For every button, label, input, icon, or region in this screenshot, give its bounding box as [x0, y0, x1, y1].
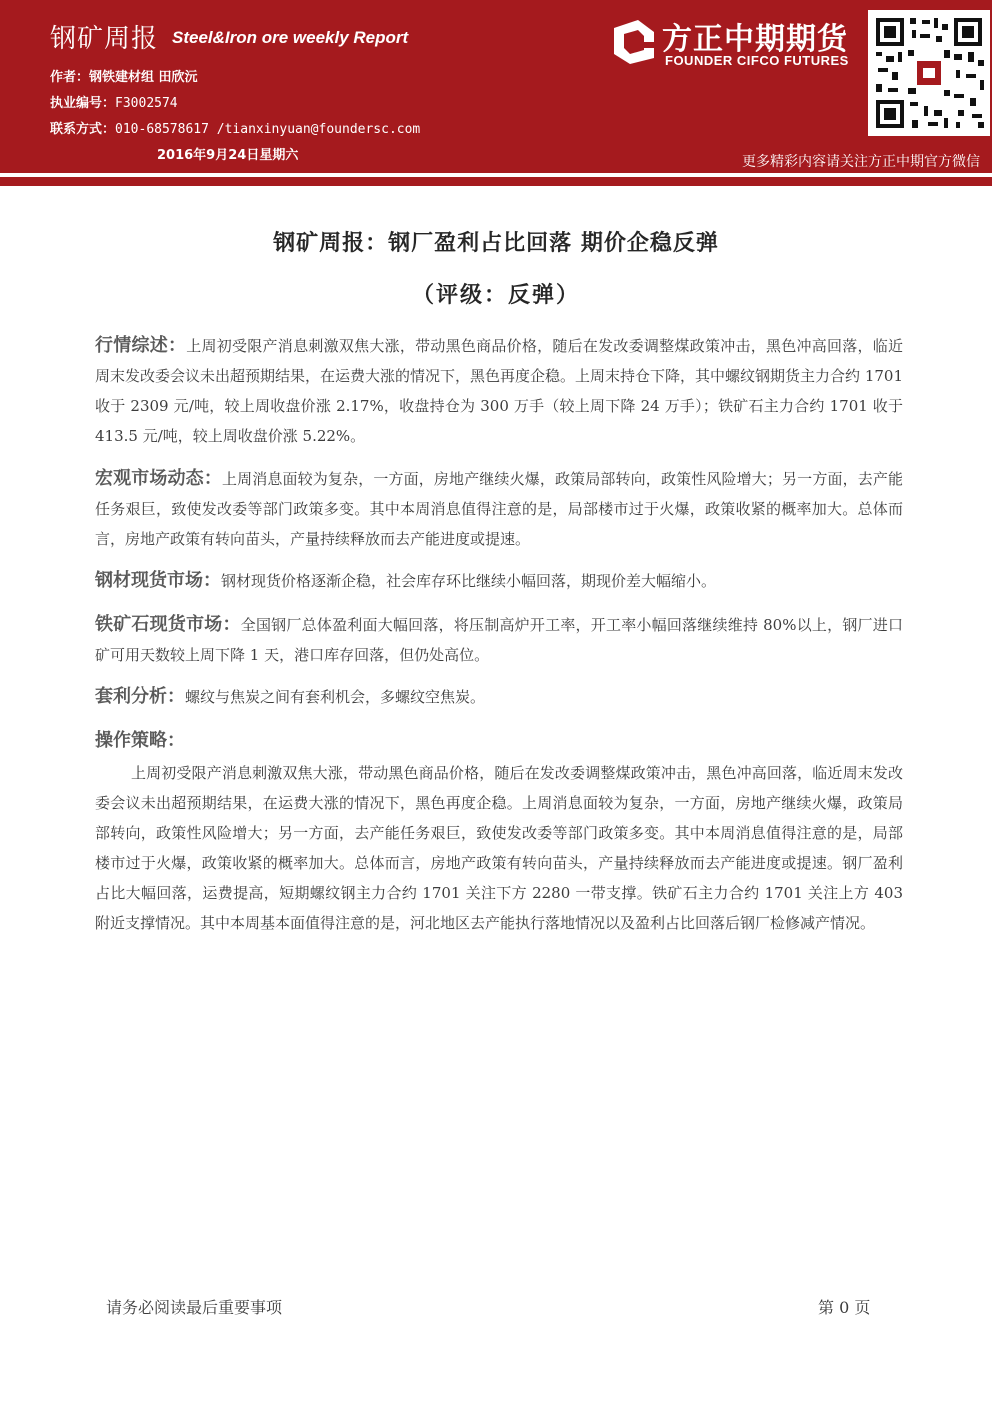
strategy-text: 上周初受限产消息刺激双焦大涨，带动黑色商品价格，随后在发改委调整煤政策冲击，黑色冲高回落，临近周末发改委会议未出超预期结果，在运费大涨的情况下，黑色再度企稳。上周消息面较为复杂，一方面，房地产继续火爆，政策局部转向，政策性风险增大；另一方面，去产能任务艰巨，致使发改委等部门政策多变。其中本周消息值得注意的是，局部楼市过于火爆，政策收紧的概率加大。总体而言，房地产政策有转向苗头，产量持续释放而去产能进度或提速。钢厂盈利占比大幅回落，运费提高，短期螺纹钢主力合约 1701 关注下方 2280 一带支撑。铁矿石主力合约 1701 关注上方 403 附近支撑情况。其中本周基本面值得注意的是，河北地区去产能执行落地情况以及盈利占比回落后钢厂检修减产情况。 [95, 764, 903, 932]
arbitrage-section [95, 682, 903, 712]
rating-line: （评级：反弹） [411, 283, 580, 308]
report-header [0, 0, 992, 188]
license-line [50, 92, 178, 111]
macro-label: 宏观市场动态： [95, 468, 222, 489]
arbitrage-label: 套利分析： [95, 686, 185, 707]
steel-spot-text: 钢材现货价格逐渐企稳，社会库存环比继续小幅回落，期现价差大幅缩小。 [221, 572, 717, 590]
market-summary-text: 上周初受限产消息刺激双焦大涨，带动黑色商品价格，随后在发改委调整煤政策冲击，黑色冲高回落，临近周末发改委会议未出超预期结果，在运费大涨的情况下，黑色再度企稳。上周末持仓下降，其中螺纹钢期货主力合约 1701 收于 2309 元/吨，较上周收盘价涨 2.17%，收盘持仓为 300 万手（较上周下降 24 万手）；铁矿石主力合约 1701 收于 413.5 元/吨，较上周收盘价涨 5.22%。 [95, 337, 903, 445]
strategy-label: 操作策略： [95, 730, 185, 751]
page-title: 钢矿周报：钢厂盈利占比回落 期价企稳反弹 [273, 231, 719, 256]
page-number: 第 0 页 [818, 1298, 871, 1317]
steel-spot-section [95, 566, 903, 596]
license-value: F3002574 [115, 96, 178, 111]
report-title: 钢矿周报 [50, 24, 159, 54]
founder-logo-icon [608, 18, 656, 66]
arbitrage-text: 螺纹与焦炭之间有套利机会，多螺纹空焦炭。 [185, 688, 486, 706]
author-value: 钢铁建材组 田欣沅 [89, 70, 198, 85]
contact-line [50, 118, 420, 137]
header-underband [0, 177, 992, 186]
macro-section [95, 464, 903, 554]
contact-value: 010-68578617 /tianxinyuan@foundersc.com [115, 122, 421, 137]
footer-notice: 请务必阅读最后重要事项 [106, 1298, 283, 1317]
steel-spot-label: 钢材现货市场： [95, 570, 221, 591]
report-subtitle: Steel&Iron ore weekly Report [172, 28, 409, 47]
author-line [50, 66, 198, 85]
follow-wechat-text: 更多精彩内容请关注方正中期官方微信 [742, 154, 980, 170]
company-logo-cn: 方正中期期货 [662, 22, 848, 57]
qr-code-icon [868, 10, 990, 136]
company-logo-en: FOUNDER CIFCO FUTURES [665, 53, 849, 68]
report-date: 2016年9月24日星期六 [157, 148, 299, 163]
contact-label: 联系方式： [50, 122, 116, 137]
ore-spot-section [95, 610, 903, 670]
market-summary-section [95, 331, 903, 451]
market-summary-label: 行情综述： [95, 335, 187, 356]
license-label: 执业编号： [50, 96, 116, 111]
macro-text: 上周消息面较为复杂，一方面，房地产继续火爆，政策局部转向，政策性风险增大；另一方面，去产能任务艰巨，致使发改委等部门政策多变。其中本周消息值得注意的是，局部楼市过于火爆，政策收紧的概率加大。总体而言，房地产政策有转向苗头，产量持续释放而去产能进度或提速。 [95, 470, 903, 548]
ore-spot-label: 铁矿石现货市场： [95, 614, 241, 635]
ore-spot-text: 全国钢厂总体盈利面大幅回落，将压制高炉开工率，开工率小幅回落继续维持 80%以上，钢厂进口矿可用天数较上周下降 1 天，港口库存回落，但仍处高位。 [95, 616, 903, 664]
author-label: 作者： [50, 70, 90, 85]
